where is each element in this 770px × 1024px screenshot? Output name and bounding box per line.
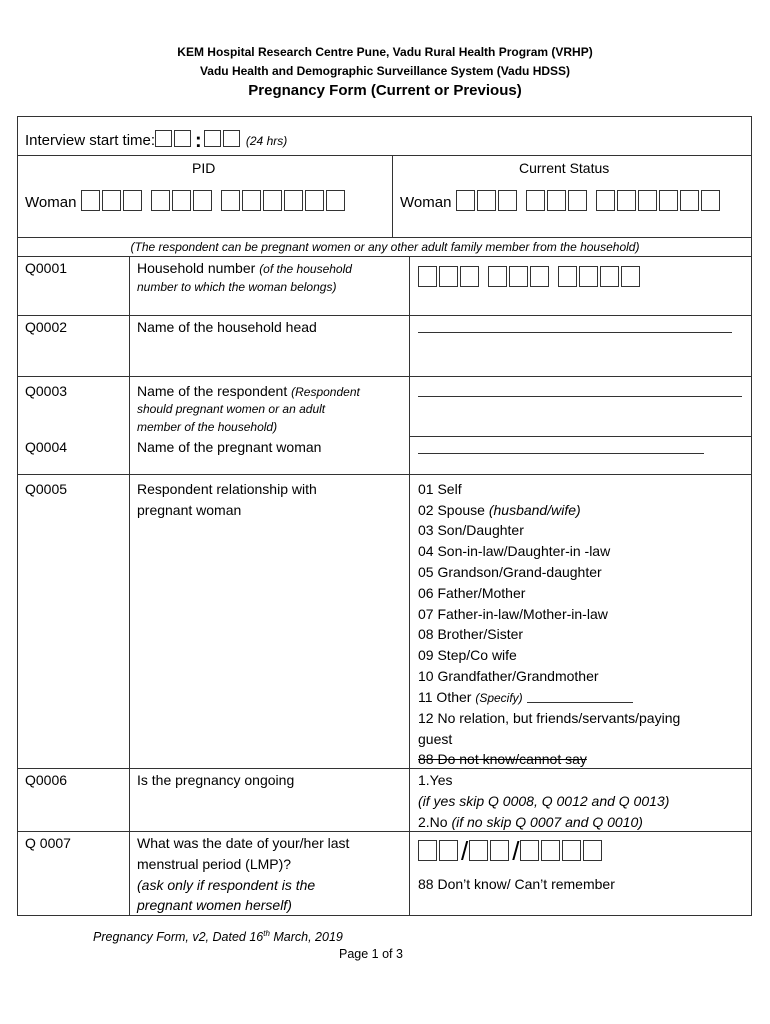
status-digit-box[interactable]: [547, 190, 566, 211]
status-digit-box[interactable]: [456, 190, 475, 211]
q1-text: Household number: [137, 260, 256, 276]
household-digit-box[interactable]: [488, 266, 507, 287]
time-format-note: (24 hrs): [245, 134, 288, 148]
page-number: Page 1 of 3: [339, 947, 403, 961]
pid-digit-box[interactable]: [305, 190, 324, 211]
date-separator: /: [461, 836, 469, 866]
q7-text-line1: What was the date of your/her last: [137, 835, 350, 851]
household-digit-box[interactable]: [509, 266, 528, 287]
q7-note-line1: (ask only if respondent is the: [137, 877, 316, 893]
respondent-note: (The respondent can be pregnant women or any other adult family member from the household): [130, 240, 640, 254]
option-grandchild[interactable]: 05 Grandson/Grand-daughter: [418, 564, 602, 580]
status-digit-box[interactable]: [568, 190, 587, 211]
year-digit-box[interactable]: [583, 840, 602, 861]
q3-hint-line2: should pregnant women or an adult: [137, 402, 326, 416]
q3-hint: (Respondent: [291, 385, 360, 399]
status-digit-box[interactable]: [477, 190, 496, 211]
divider: [17, 315, 752, 316]
lmp-date-field: [418, 836, 604, 866]
option-dont-know-lmp[interactable]: 88 Don’t know/ Can’t remember: [418, 876, 615, 892]
form-version-text: Pregnancy Form, v2, Dated 16: [93, 930, 264, 945]
pid-woman-label: Woman: [25, 194, 77, 211]
q2-code: Q0002: [25, 319, 68, 335]
status-digit-box[interactable]: [701, 190, 720, 211]
option-other-note: (Specify): [475, 691, 523, 705]
option-no-label: 2.No: [418, 814, 448, 830]
interview-start-time: [25, 130, 287, 152]
divider: [409, 256, 410, 916]
option-yes[interactable]: 1.Yes: [418, 772, 453, 788]
household-digit-box[interactable]: [530, 266, 549, 287]
household-digit-box[interactable]: [439, 266, 458, 287]
current-status-heading: Current Status: [519, 160, 610, 176]
household-digit-box[interactable]: [600, 266, 619, 287]
minute-digit-box[interactable]: [223, 130, 240, 147]
q1-code: Q0001: [25, 260, 68, 276]
q4-code: Q0004: [25, 439, 68, 455]
status-woman-label: Woman: [400, 194, 452, 211]
status-digit-box[interactable]: [617, 190, 636, 211]
status-digit-box[interactable]: [526, 190, 545, 211]
pid-digit-box[interactable]: [151, 190, 170, 211]
year-digit-box[interactable]: [562, 840, 581, 861]
other-specify-field[interactable]: [527, 688, 633, 703]
option-no-relation[interactable]: 12 No relation, but friends/servants/paying: [418, 710, 681, 726]
option-parent[interactable]: 06 Father/Mother: [418, 585, 526, 601]
q4-text: Name of the pregnant woman: [137, 439, 322, 455]
option-step-co-wife[interactable]: 09 Step/Co wife: [418, 647, 517, 663]
hour-digit-box[interactable]: [155, 130, 172, 147]
q3-question: [137, 381, 360, 402]
year-digit-box[interactable]: [520, 840, 539, 861]
q6-code: Q0006: [25, 772, 68, 788]
pid-digit-box[interactable]: [263, 190, 282, 211]
option-no[interactable]: [418, 812, 643, 833]
status-field: [400, 190, 722, 214]
pregnant-woman-name-field[interactable]: [418, 439, 704, 454]
pid-digit-box[interactable]: [193, 190, 212, 211]
q7-text-line2: menstrual period (LMP)?: [137, 856, 292, 872]
q7-note-line2: pregnant women herself): [137, 897, 292, 913]
status-digit-box[interactable]: [680, 190, 699, 211]
header-institution: KEM Hospital Research Centre Pune, Vadu Rural Health Program (VRHP): [177, 45, 593, 59]
household-head-name-field[interactable]: [418, 318, 732, 333]
pid-digit-box[interactable]: [221, 190, 240, 211]
household-digit-box[interactable]: [558, 266, 577, 287]
pid-digit-box[interactable]: [284, 190, 303, 211]
q7-code: Q 0007: [25, 835, 71, 851]
option-no-relation-line2: guest: [418, 731, 453, 747]
status-digit-box[interactable]: [659, 190, 678, 211]
status-digit-box[interactable]: [638, 190, 657, 211]
pid-digit-box[interactable]: [102, 190, 121, 211]
divider: [17, 768, 752, 769]
yes-skip-note: (if yes skip Q 0008, Q 0012 and Q 0013): [418, 793, 670, 809]
month-digit-box[interactable]: [469, 840, 488, 861]
household-digit-box[interactable]: [460, 266, 479, 287]
pid-digit-box[interactable]: [81, 190, 100, 211]
pid-heading: PID: [192, 160, 216, 176]
pid-digit-box[interactable]: [123, 190, 142, 211]
option-other[interactable]: [418, 687, 633, 708]
q2-text: Name of the household head: [137, 319, 317, 335]
option-son-in-law[interactable]: 04 Son-in-law/Daughter-in -law: [418, 543, 611, 559]
time-separator: :: [195, 130, 202, 152]
pid-digit-box[interactable]: [326, 190, 345, 211]
option-spouse[interactable]: [418, 500, 581, 521]
form-version-sup: th: [263, 929, 270, 938]
no-skip-note: (if no skip Q 0007 and Q 0010): [451, 814, 643, 830]
pid-digit-box[interactable]: [242, 190, 261, 211]
household-digit-box[interactable]: [579, 266, 598, 287]
divider: [17, 376, 752, 377]
pid-field: [25, 190, 347, 214]
interview-label: Interview start time:: [25, 132, 156, 149]
form-version-date: March, 2019: [269, 930, 343, 945]
q1-question: [137, 258, 352, 279]
option-other-label: 11 Other: [418, 689, 472, 705]
option-do-not-know[interactable]: 88 Do not know/cannot say: [418, 751, 587, 767]
household-digit-box[interactable]: [621, 266, 640, 287]
household-digit-box[interactable]: [418, 266, 437, 287]
q5-text-line1: Respondent relationship with: [137, 481, 317, 497]
divider: [129, 256, 130, 916]
q3-code: Q0003: [25, 383, 68, 399]
q1-hint-line2: number to which the woman belongs): [137, 280, 337, 294]
status-digit-box[interactable]: [498, 190, 517, 211]
divider: [17, 256, 752, 257]
form-version-footer: [93, 929, 343, 944]
hour-digit-box[interactable]: [174, 130, 191, 147]
divider: [392, 155, 393, 237]
option-spouse-note: (husband/wife): [488, 502, 581, 518]
day-digit-box[interactable]: [439, 840, 458, 861]
divider: [17, 155, 752, 156]
divider: [17, 474, 752, 475]
option-sibling[interactable]: 08 Brother/Sister: [418, 626, 524, 642]
respondent-name-field[interactable]: [418, 382, 742, 397]
option-parent-in-law[interactable]: 07 Father-in-law/Mother-in-law: [418, 606, 608, 622]
option-grandparent[interactable]: 10 Grandfather/Grandmother: [418, 668, 599, 684]
q1-hint: (of the household: [259, 262, 352, 276]
minute-digit-box[interactable]: [204, 130, 221, 147]
q6-text: Is the pregnancy ongoing: [137, 772, 295, 788]
month-digit-box[interactable]: [490, 840, 509, 861]
status-digit-box[interactable]: [596, 190, 615, 211]
divider: [409, 436, 752, 437]
option-self[interactable]: 01 Self: [418, 481, 462, 497]
year-digit-box[interactable]: [541, 840, 560, 861]
q5-text-line2: pregnant woman: [137, 502, 242, 518]
q3-hint-line3: member of the household): [137, 420, 278, 434]
date-separator: /: [512, 836, 520, 866]
q5-code: Q0005: [25, 481, 68, 497]
page-title: Pregnancy Form (Current or Previous): [248, 82, 522, 99]
option-spouse-label: 02 Spouse: [418, 502, 485, 518]
household-number-field: [418, 266, 642, 290]
option-son-daughter[interactable]: 03 Son/Daughter: [418, 522, 524, 538]
pid-digit-box[interactable]: [172, 190, 191, 211]
q3-text: Name of the respondent: [137, 383, 288, 399]
day-digit-box[interactable]: [418, 840, 437, 861]
header-program: Vadu Health and Demographic Surveillance System (Vadu HDSS): [199, 64, 571, 78]
